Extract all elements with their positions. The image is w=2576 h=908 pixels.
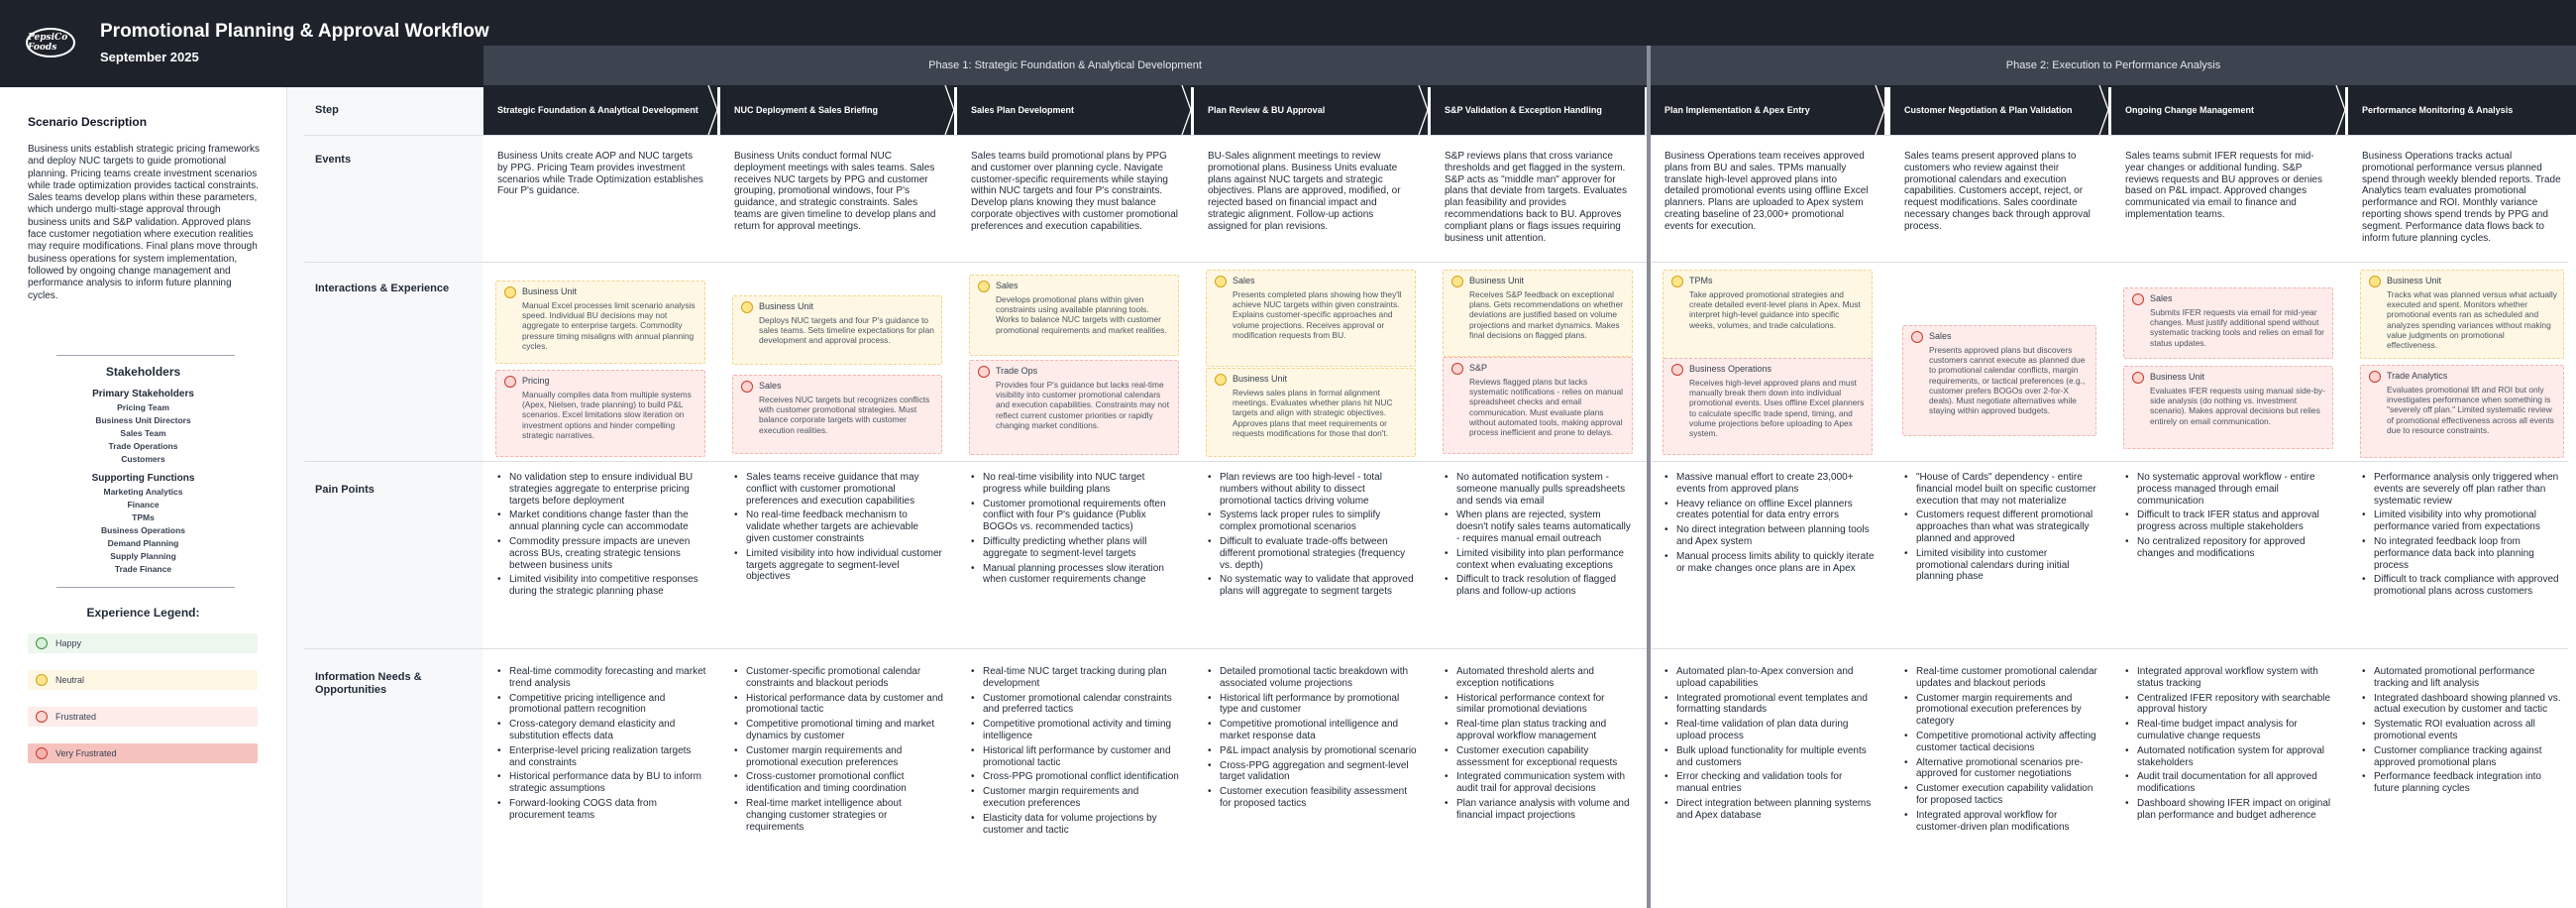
need-item: • Integrated communication system with audit trail for approval decisions [1443, 771, 1635, 795]
primary-stakeholders-title: Primary Stakeholders [92, 389, 194, 399]
scenario-description: Business units establish strategic pricing frameworks and deploy NUC targets to guide promotional planning. Pricing teams create investment scenarios while trade optimization provides tactical constraints. Sales teams develop plans within these parameters, which undergo multi-stage approval through business units and S&P validation. Approved plans face customer negotiation where execution realities may require modifications. Final plans move through business operations for system implementation, followed by ongoing change management and performance analysis to inform future planning cycles. [28, 144, 260, 301]
need-item: • Centralized IFER repository with searchable approval history [2123, 693, 2335, 717]
stakeholder-item: Sales Team [120, 428, 166, 438]
need-item: • Real-time plan status tracking and approval workflow management [1443, 719, 1635, 742]
need-item: • Competitive pricing intelligence and promotional pattern recognition [495, 693, 707, 717]
need-item: • Cross-PPG aggregation and segment-level target validation [1206, 760, 1418, 784]
need-item: • Customer promotional calendar constraints and preferred tactics [969, 693, 1181, 717]
pain-point: • Customer promotional requirements often conflict with four P's guidance (Publix BOGOs vs. recommended tactics) [969, 499, 1181, 533]
need-item: • Real-time commodity forecasting and market trend analysis [495, 666, 707, 690]
experience-card [732, 375, 942, 454]
step-title: NUC Deployment & Sales Briefing [734, 105, 879, 115]
need-item: • Historical lift performance by customer and promotional tactic [969, 745, 1181, 769]
pain-point: • When plans are rejected, system doesn't notify sales teams automatically - requires manual email outreach [1443, 510, 1635, 544]
legend-happy [28, 633, 258, 653]
pain-point: • No systematic way to validate that approved plans will aggregate to segment targets [1206, 574, 1418, 598]
need-item: • Historical performance context for similar promotional deviations [1443, 693, 1635, 717]
card-role: Business Unit [522, 286, 578, 296]
stakeholder-item: Customers [121, 454, 165, 464]
row-divider [304, 135, 2568, 136]
page-title: Promotional Planning & Approval Workflow [100, 21, 489, 42]
events-text: Sales teams present approved plans to customers who review against their promotional calendars and execution capabilities. Customers accept, reject, or request modifications. Sales coordinate necessary changes back through approval process. [1904, 151, 2091, 232]
pain-point: • Market conditions change faster than the annual planning cycle can accommodate [495, 510, 707, 533]
card-text: Presents completed plans showing how they'll achieve NUC targets within given constraints. Explains customer-specific approaches and volume projections. Receives approval or modification requests from BU. [1233, 289, 1402, 340]
stakeholder-item: Trade Operations [108, 441, 178, 451]
row-labels-column [286, 87, 483, 908]
experience-card [495, 370, 705, 457]
legend-label: Very Frustrated [55, 748, 117, 758]
card-role: Trade Ops [996, 366, 1038, 376]
chevron-right-icon [707, 85, 719, 135]
chevron-right-icon [2098, 85, 2110, 135]
pain-point: • Difficulty predicting whether plans will aggregate to segment-level targets [969, 536, 1181, 560]
need-item: • Bulk upload functionality for multiple events and customers [1663, 745, 1875, 769]
need-item: • Integrated promotional event templates and formatting standards [1663, 693, 1875, 717]
chevron-right-icon [944, 85, 956, 135]
experience-card [1443, 270, 1633, 357]
supporting-item: Supply Planning [110, 551, 176, 561]
need-item: • Forward-looking COGS data from procurement teams [495, 798, 707, 822]
need-item: • Integrated approval workflow system with status tracking [2123, 666, 2335, 690]
neutral-face-icon [1215, 374, 1227, 386]
row-label-pain-points: Pain Points [315, 484, 375, 496]
card-text: Take approved promotional strategies and create detailed event-level plans in Apex. Must interpret high-level guidance into specific weeks, volumes, and trade calculations. [1689, 289, 1861, 330]
neutral-face-icon [1451, 276, 1463, 287]
need-item: • Dashboard showing IFER impact on original plan performance and budget adherence [2123, 798, 2335, 822]
step-title: Ongoing Change Management [2125, 105, 2255, 115]
need-item: • Cross-customer promotional conflict identification and timing coordination [732, 771, 944, 795]
card-text: Evaluates IFER requests using manual side-by-side analysis (do nothing vs. investment scenario). Makes approval decisions but relies entirely on email communication. [2150, 386, 2325, 426]
need-item: • Automated plan-to-Apex conversion and upload capabilities [1663, 666, 1875, 690]
card-text: Submits IFER requests via email for mid-year changes. Must justify additional spend without systematic tracking tools and relies on email for status updates. [2150, 307, 2324, 348]
experience-card [1206, 368, 1416, 457]
card-text: Manually compiles data from multiple systems (Apex, Nielsen, trade planning) to build P&L scenarios. Excel limitations slow iteration on investment options and hinder compelling strategic narratives. [522, 390, 692, 440]
need-item: • Competitive promotional timing and market dynamics by customer [732, 719, 944, 742]
card-text: Deploys NUC targets and four P's guidance to sales teams. Sets timeline expectations for plan development and approval process. [759, 315, 934, 346]
happy-face-icon [36, 637, 48, 649]
need-item: • Customer margin requirements and execution preferences [969, 786, 1181, 810]
supporting-item: Demand Planning [107, 538, 179, 548]
events-text: Business Units conduct formal NUC deployment meetings with sales teams. Sales receives NUC targets by PPG and customer grouping, promotional windows, four P's guidance, and strategic constraints. Sales teams are given timeline to develop plans and return for approval meetings. [734, 151, 936, 232]
card-role: Sales [2150, 293, 2173, 303]
needs-list [732, 666, 944, 836]
scenario-title: Scenario Description [28, 115, 148, 129]
need-item: • Automated threshold alerts and exception notifications [1443, 666, 1635, 690]
logo-text: PepsiCo Foods [28, 33, 68, 53]
need-item: • Integrated approval workflow for customer-driven plan modifications [1902, 810, 2098, 834]
experience-card [1663, 270, 1873, 363]
stakeholder-item: Business Unit Directors [95, 415, 191, 425]
card-text: Tracks what was planned versus what actually executed and spent. Monitors whether promotional events ran as scheduled and analyzes spending variances without making value judgments on promotional effectiveness. [2387, 289, 2557, 351]
pain-point: • No validation step to ensure individual BU strategies aggregate to enterprise pricing targets before deployment [495, 472, 707, 507]
phase-1-header: Phase 1: Strategic Foundation & Analytical Development [483, 46, 1647, 85]
events-text: S&P reviews plans that cross variance thresholds and get flagged in the system. S&P acts as "middle man" approver for plans that deviate from targets. Evaluates plan feasibility and provides recommendations back to BU. Approves compliant plans or flags issues requiring business unit attention. [1445, 151, 1627, 244]
pain-point: • No integrated feedback loop from performance data back into planning process [2360, 536, 2566, 571]
pain-point: • Customers request different promotional approaches than what was strategically planned and approved [1902, 510, 2098, 544]
pain-point: • Manual process limits ability to quickly iterate or make changes once plans are in Apex [1663, 551, 1875, 575]
pain-points-list [1206, 472, 1418, 601]
experience-card [969, 360, 1179, 455]
frustrated-face-icon [1671, 364, 1683, 376]
supporting-item: Finance [127, 500, 160, 510]
divider [56, 355, 235, 356]
step-title: Customer Negotiation & Plan Validation [1904, 105, 2073, 115]
frustrated-face-icon [504, 376, 516, 388]
need-item: • Real-time market intelligence about changing customer strategies or requirements [732, 798, 944, 833]
need-item: • Audit trail documentation for all approved modifications [2123, 771, 2335, 795]
chevron-right-icon [2335, 85, 2347, 135]
pain-point: • Systems lack proper rules to simplify complex promotional scenarios [1206, 510, 1418, 533]
pain-point: • No systematic approval workflow - entire process managed through email communication [2123, 472, 2335, 507]
card-role: Business Unit [2387, 276, 2442, 285]
experience-card [2123, 287, 2333, 359]
need-item: • Performance feedback integration into future planning cycles [2360, 771, 2566, 795]
card-text: Reviews sales plans in formal alignment meetings. Evaluates whether plans hit NUC targets and align with strategic objectives. Approves plans that meet requirements or requests modifications for those that don't. [1233, 388, 1393, 438]
events-text: Sales teams build promotional plans by PPG and customer over planning cycle. Navigate customer-specific requirements while staying within NUC targets and four P's constraints. Develop plans knowing they must balance corporate objectives with customer promotional preferences and execution capabilities. [971, 151, 1178, 232]
pain-point: • "House of Cards" dependency - entire financial model built on specific customer execution that may not materialize [1902, 472, 2098, 507]
need-item: • Real-time validation of plan data during upload process [1663, 719, 1875, 742]
need-item: • Systematic ROI evaluation across all promotional events [2360, 719, 2566, 742]
need-item: • Enterprise-level pricing realization targets and constraints [495, 745, 707, 769]
events-text: Business Units create AOP and NUC targets by PPG. Pricing Team provides investment scenarios while Trade Optimization establishes Four P's guidance. [497, 151, 703, 197]
need-item: • Customer execution capability validation for proposed tactics [1902, 783, 2098, 807]
pain-point: • Difficult to track IFER status and approval progress across multiple stakeholders [2123, 510, 2335, 533]
legend-frustrated [28, 707, 258, 727]
card-role: Trade Analytics [2387, 371, 2448, 381]
pain-point: • Heavy reliance on offline Excel planners creates potential for data entry errors [1663, 499, 1875, 522]
pain-point: • Limited visibility into plan performance context when evaluating exceptions [1443, 548, 1635, 572]
chevron-right-icon [1418, 85, 1430, 135]
experience-card [969, 275, 1179, 356]
card-text: Provides four P's guidance but lacks real-time visibility into customer promotional calendars and execution capabilities. Constraints may not reflect current customer priorities or rapidly changing market conditions. [996, 380, 1170, 430]
card-role: Sales [1233, 276, 1255, 285]
card-role: TPMs [1689, 276, 1713, 285]
needs-list [495, 666, 707, 825]
pain-point: • No real-time visibility into NUC target progress while building plans [969, 472, 1181, 496]
legend-very-frustrated [28, 743, 258, 763]
pain-point: • No direct integration between planning tools and Apex system [1663, 524, 1875, 548]
card-role: Business Unit [759, 301, 814, 311]
need-item: • Integrated dashboard showing planned vs. actual execution by customer and tactic [2360, 693, 2566, 717]
legend-neutral [28, 670, 258, 690]
pain-point: • Manual planning processes slow iteration when customer requirements change [969, 563, 1181, 587]
row-divider [304, 461, 2568, 462]
pain-points-list [495, 472, 707, 601]
chevron-right-icon [1875, 85, 1886, 135]
card-text: Reviews flagged plans but lacks systematic notifications - relies on manual spreadsheet checks and email communication. Must evaluate plans without automated tools, making approval process inefficient and prone to delays. [1469, 377, 1624, 438]
phase-2-header: Phase 2: Execution to Performance Analysis [1651, 46, 2576, 85]
divider [56, 587, 235, 588]
need-item: • Error checking and validation tools for manual entries [1663, 771, 1875, 795]
card-text: Manual Excel processes limit scenario analysis speed. Individual BU decisions may not aggregate to enterprise targets. Commodity pressure timing misaligns with annual planning cycles. [522, 300, 696, 351]
pain-point: • Difficult to track compliance with approved promotional plans across customers [2360, 574, 2566, 598]
need-item: • Real-time budget impact analysis for cumulative change requests [2123, 719, 2335, 742]
experience-card [1902, 325, 2096, 436]
needs-list [969, 666, 1181, 839]
card-role: Business Operations [1689, 364, 1772, 374]
frustrated-face-icon [2369, 371, 2381, 383]
need-item: • Customer execution capability assessment for exceptional requests [1443, 745, 1635, 769]
frustrated-face-icon [978, 366, 990, 378]
events-text: Sales teams submit IFER requests for mid-year changes or additional funding. S&P reviews requests and BU approves or denies based on P&L impact. Approved changes communicated via email to finance and implementation teams. [2125, 151, 2322, 220]
needs-list [2123, 666, 2335, 825]
legend-label: Happy [55, 638, 82, 648]
card-role: Sales [1929, 331, 1952, 341]
supporting-item: Marketing Analytics [103, 487, 183, 497]
supporting-item: TPMs [132, 512, 155, 522]
pain-point: • No automated notification system - someone manually pulls spreadsheets and sends via email [1443, 472, 1635, 507]
chevron-right-icon [1181, 85, 1193, 135]
experience-card [732, 295, 942, 365]
neutral-face-icon [741, 301, 753, 313]
neutral-face-icon [504, 286, 516, 298]
experience-card [1443, 357, 1633, 454]
row-divider [304, 648, 2568, 649]
pain-points-list [1443, 472, 1635, 601]
frustrated-face-icon [741, 381, 753, 393]
neutral-face-icon [36, 674, 48, 686]
need-item: • Automated promotional performance tracking and lift analysis [2360, 666, 2566, 690]
need-item: • Customer compliance tracking against approved promotional plans [2360, 745, 2566, 769]
pain-point: • Limited visibility into why promotional performance varied from expectations [2360, 510, 2566, 533]
neutral-face-icon [1671, 276, 1683, 287]
row-label-step: Step [315, 104, 339, 116]
need-item: • Cross-category demand elasticity and substitution effects data [495, 719, 707, 742]
pain-point: • Plan reviews are too high-level - total numbers without ability to dissect promotional tactics driving volume [1206, 472, 1418, 507]
stakeholder-item: Pricing Team [117, 402, 169, 412]
card-role: Sales [996, 281, 1019, 290]
pain-points-list [969, 472, 1181, 589]
company-logo [26, 28, 75, 57]
need-item: • Historical performance data by BU to inform strategic assumptions [495, 771, 707, 795]
frustrated-face-icon [36, 711, 48, 723]
pain-points-list [1663, 472, 1875, 577]
pain-point: • Commodity pressure impacts are uneven across BUs, creating strategic tensions between business units [495, 536, 707, 571]
need-item: • Detailed promotional tactic breakdown with associated volume projections [1206, 666, 1418, 690]
row-label-events: Events [315, 154, 352, 166]
pain-points-list [2360, 472, 2566, 601]
legend-title: Experience Legend: [86, 606, 200, 620]
step-title: Plan Review & BU Approval [1208, 105, 1326, 115]
row-label-interactions: Interactions & Experience [315, 283, 450, 294]
card-role: S&P [1469, 363, 1488, 373]
row-divider [304, 262, 2568, 263]
pain-points-list [2123, 472, 2335, 563]
legend-label: Frustrated [55, 712, 97, 722]
experience-card [2123, 366, 2333, 449]
legend-label: Neutral [55, 675, 85, 685]
card-role: Business Unit [2150, 372, 2205, 382]
supporting-item: Trade Finance [114, 564, 172, 574]
experience-card [495, 281, 705, 364]
frustrated-face-icon [2132, 372, 2144, 384]
card-role: Business Unit [1233, 374, 1288, 384]
needs-list [1663, 666, 1875, 825]
needs-list [2360, 666, 2566, 798]
events-text: Business Operations tracks actual promotional performance versus planned spend through weekly blended reports. Trade Analytics team evaluates promotional performance and ROI. Monthly variance reporting shows spend trends by PPG and segment. Performance data flows back to inform future planning cycles. [2362, 151, 2561, 244]
card-text: Receives high-level approved plans and must manually break them down into individual promotional events. Uses offline Excel planners to calculate specific trade spend, timing, and volume projections before uploading to Apex system. [1689, 378, 1865, 439]
pain-point: • Limited visibility into how individual customer targets aggregate to segment-level objectives [732, 548, 944, 583]
card-role: Business Unit [1469, 276, 1525, 285]
need-item: • Direct integration between planning systems and Apex database [1663, 798, 1875, 822]
frustrated-face-icon [2132, 293, 2144, 305]
card-role: Pricing [522, 376, 550, 386]
need-item: • P&L impact analysis by promotional scenario [1206, 745, 1418, 757]
page-date: September 2025 [100, 50, 199, 64]
experience-card [2360, 365, 2564, 458]
pain-point: • Limited visibility into competitive responses during the strategic planning phase [495, 574, 707, 598]
need-item: • Historical lift performance by promotional type and customer [1206, 693, 1418, 717]
events-text: Business Operations team receives approved plans from BU and sales. TPMs manually translate high-level approved plans into detailed promotional events using offline Excel planners. Plans are uploaded to Apex system creating baseline of 23,000+ promotional events for execution. [1664, 151, 1869, 232]
need-item: • Plan variance analysis with volume and financial impact projections [1443, 798, 1635, 822]
card-text: Receives S&P feedback on exceptional plans. Gets recommendations on whether deviations are justified based on volume projections and market dynamics. Makes final decisions on flagged plans. [1469, 289, 1624, 340]
card-text: Evaluates promotional lift and ROI but only investigates performance when something is "severely off plan." Limited systematic review of promotional effectiveness across all events due to resource constraints. [2387, 385, 2554, 435]
phase-divider [1647, 46, 1651, 908]
step-title: Performance Monitoring & Analysis [2362, 105, 2514, 115]
card-text: Presents approved plans but discovers customers cannot execute as planned due to promotional calendar conflicts, margin requirements, or tactical preferences (e.g., customer prefers BOGOs over 2-for-X deals). Must negotiate alternatives while staying within approved budgets. [1929, 345, 2086, 416]
need-item: • Competitive promotional activity and timing intelligence [969, 719, 1181, 742]
needs-list [1206, 666, 1418, 813]
need-item: • Competitive promotional activity affecting customer tactical decisions [1902, 731, 2098, 754]
pain-point: • Difficult to track resolution of flagged plans and follow-up actions [1443, 574, 1635, 598]
experience-card [1206, 270, 1416, 367]
card-text: Receives NUC targets but recognizes conflicts with customer promotional strategies. Must balance corporate targets with customer execution realities. [759, 395, 930, 435]
need-item: • Real-time NUC target tracking during plan development [969, 666, 1181, 690]
step-title: Strategic Foundation & Analytical Development [497, 105, 698, 115]
pain-point: • Massive manual effort to create 23,000+ events from approved plans [1663, 472, 1875, 496]
need-item: • Elasticity data for volume projections by customer and tactic [969, 813, 1181, 837]
need-item: • Customer execution feasibility assessment for proposed tactics [1206, 786, 1418, 810]
need-item: • Customer margin requirements and promotional execution preferences by category [1902, 693, 2098, 728]
experience-card [1663, 358, 1873, 455]
pain-points-list [1902, 472, 2098, 586]
need-item: • Customer-specific promotional calendar constraints and blackout periods [732, 666, 944, 690]
step-title: S&P Validation & Exception Handling [1445, 105, 1602, 115]
pain-point: • No real-time feedback mechanism to validate whether targets are achievable given customer constraints [732, 510, 944, 544]
card-role: Sales [759, 381, 782, 391]
stakeholders-title: Stakeholders [105, 365, 181, 379]
need-item: • Cross-PPG promotional conflict identification [969, 771, 1181, 783]
need-item: • Historical performance data by customer and promotional tactic [732, 693, 944, 717]
step-title: Plan Implementation & Apex Entry [1664, 105, 1810, 115]
pain-points-list [732, 472, 944, 586]
need-item: • Customer margin requirements and promotional execution preferences [732, 745, 944, 769]
very-frustrated-face-icon [36, 747, 48, 759]
pain-point: • Limited visibility into customer promotional calendars during initial planning phase [1902, 548, 2098, 583]
frustrated-face-icon [1451, 363, 1463, 375]
supporting-item: Business Operations [100, 525, 186, 535]
pain-point: • Sales teams receive guidance that may conflict with customer promotional preferences and execution capabilities [732, 472, 944, 507]
need-item: • Alternative promotional scenarios pre-approved for customer negotiations [1902, 757, 2098, 781]
neutral-face-icon [1215, 276, 1227, 287]
frustrated-face-icon [1911, 331, 1923, 343]
need-item: • Real-time customer promotional calendar updates and blackout periods [1902, 666, 2098, 690]
neutral-face-icon [2369, 276, 2381, 287]
needs-list [1902, 666, 2098, 836]
sidebar [0, 87, 286, 908]
neutral-face-icon [978, 281, 990, 292]
need-item: • Automated notification system for approval stakeholders [2123, 745, 2335, 769]
experience-card [2360, 270, 2564, 359]
card-text: Develops promotional plans within given constraints using available planning tools. Works to balance NUC targets with customer promotional requirements and market realities. [996, 294, 1167, 335]
pain-point: • No centralized repository for approved changes and modifications [2123, 536, 2335, 560]
step-title: Sales Plan Development [971, 105, 1075, 115]
events-text: BU-Sales alignment meetings to review promotional plans. Business Units evaluate plans against NUC targets and strategic objectives. Plans are approved, modified, or rejected based on financial impact and strategic alignment. Follow-up actions assigned for plan revisions. [1208, 151, 1401, 232]
need-item: • Competitive promotional intelligence and market response data [1206, 719, 1418, 742]
row-label-information-needs: Information Needs & Opportunities [315, 671, 422, 696]
supporting-functions-title: Supporting Functions [91, 473, 195, 484]
needs-list [1443, 666, 1635, 825]
pain-point: • Performance analysis only triggered when events are severely off plan rather than systematic review [2360, 472, 2566, 507]
pain-point: • Difficult to evaluate trade-offs between different promotional strategies (frequency vs. depth) [1206, 536, 1418, 571]
